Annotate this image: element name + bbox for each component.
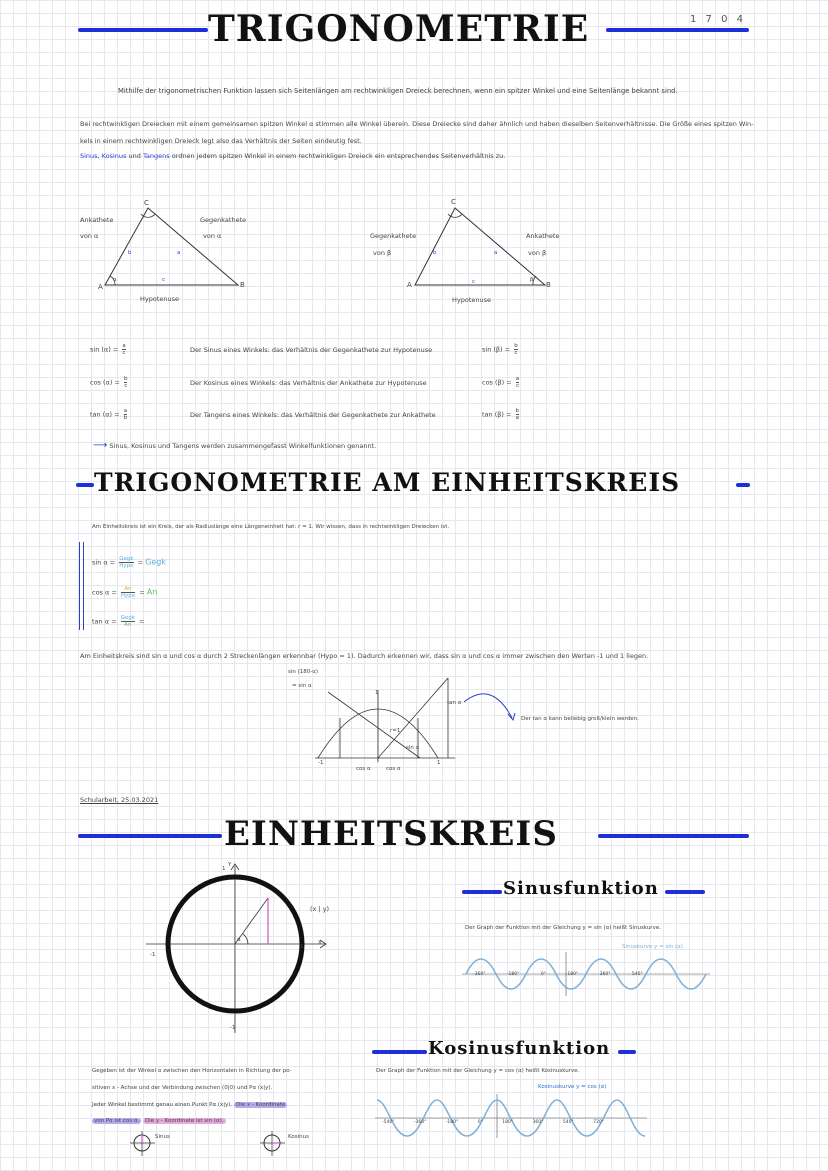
tri2-von-beta: von β [373,249,392,257]
formula-cos-alpha: cos (α) = $\frac{b}{c}$ [90,376,128,389]
formula-sin-beta: sin (β) = $\frac{b}{c}$ [482,343,518,356]
tri1-c: c [162,277,166,283]
kosinus-curve-label: Kosinuskurve y = cos (α) [538,1084,607,1090]
axis-label-1-top: 1 [222,866,226,872]
circle-text-1: Gegeben ist der Winkel α zwischen den Horizontalen in Richtung der po- [92,1068,292,1074]
section2-title: TRIGONOMETRIE AM EINHEITSKREIS [94,468,681,497]
angle-alpha: α [237,937,241,943]
tri1-B: B [240,281,245,289]
axis-label-1-right: 1 [300,944,304,950]
terms-sin-cos: Sinus, Kosinus [80,152,127,160]
formula-tan-beta: tan (β) = $\frac{b}{a}$ [482,408,520,421]
title3-bar-right [598,834,749,838]
para1-line2: kels in einem rechtwinkligen Dreieck legt also das Verhältnis der Seiten eindeutig fest. [80,137,362,145]
sin-180-label: sin (180-α) [288,669,319,675]
kosinus-circle-icon [258,1128,288,1158]
sinus-circle-icon [128,1128,158,1158]
tri2-gegenkathete: Gegenkathete [370,232,417,240]
title-bar-right [606,28,749,32]
kosinus-text: Der Graph der Funktion mit der Gleichung y = cos (α) heißt Kosinuskurve. [376,1068,580,1074]
formula-cos-desc: Der Kosinus eines Winkels: das Verhältnis der Ankathete zur Hypotenuse [190,379,427,387]
tri1-von-alpha: von α [80,232,99,240]
para1-line1: Bei rechtwinkligen Dreiecken mit einem gemeinsamen spitzen Winkel α stimmen alle Winkel überein. Diese Dreiecke sind daher ähnlich und haben dieselben Seitenverhältnisse. Die Größe eines spitzen Win- [80,120,754,128]
tri1-gegenkathete: Gegenkathete [200,216,247,224]
sinus-text: Der Graph der Funktion mit der Gleichung y = sin (α) heißt Sinuskurve. [465,925,661,931]
tri2-B: B [546,281,551,289]
tri2-von-beta2: von β [528,249,547,257]
sin-title-bar-right [665,890,705,894]
title2-bar-left [76,483,94,487]
formula-bracket [79,542,84,630]
circle-text-3: Jeder Winkel bestimmt genau einen Punkt Pα (x|y). Die x - Koordinate [92,1102,286,1108]
page-number: 1 7 0 4 [690,14,746,25]
sinus-ticks: -360° -180° 0° 180° 360° 540° [473,972,643,977]
kosinus-legend: Kosinus [288,1134,309,1140]
cos-title-bar-left [372,1050,427,1054]
section3-title: EINHEITSKREIS [224,814,558,854]
term-tangens: Tangens [142,152,170,160]
tri1-ankathete: Ankathete [80,216,114,224]
tri2-A: A [407,281,412,289]
tri2-ankathete: Ankathete [526,232,560,240]
title-bar-left [78,28,208,32]
sinus-legend: Sinus [155,1134,170,1140]
tri2-c: c [472,279,476,285]
circle-text-2: sitiven x - Achse und der Verbindung zwischen (0|0) und Pα (x|y). [92,1085,273,1091]
unit-label-1: 1 [375,690,379,696]
unit-label-1-right: 1 [437,760,441,766]
para2: Sinus, Kosinus und Tangens ordnen jedem spitzen Winkel in einem rechtwinkligen Dreieck ein entsprechendes Seitenverhältnis zu. [80,152,506,160]
unit-circle-sketch [300,670,470,780]
unit-label-cos1: cos α [356,766,371,772]
triangle-diagram-1 [80,190,280,305]
title3-bar-left [78,834,222,838]
unit-formula-cos: cos α = $\frac{An}{\text{Hypo}}$ = An [92,586,158,599]
tri1-A: A [98,283,103,291]
circle-text-4: von Pα ist cos α. Die y - Koordinate ist sin (α). [94,1118,224,1124]
unit-label-r: r=1 [390,728,401,734]
formula-tan-desc: Der Tangens eines Winkels: das Verhältnis der Gegenkathete zur Ankathete [190,411,436,419]
tri1-alpha: α [113,277,117,283]
unit-label-cos2: cos α [386,766,401,772]
tri2-a: a [494,250,498,256]
kosinus-title: Kosinusfunktion [428,1038,611,1059]
section2-intro: Am Einheitskreis ist ein Kreis, der als Radiuslänge eine Längeneinheit hat: r = 1. Wir wissen, dass in rechtwinkligen Dreiecken ist. [92,524,450,530]
tri2-beta: β [530,277,534,283]
kosinus-ticks: -540° -360° -180° 0° 180° 360° 540° 720° [382,1120,604,1125]
page-title: TRIGONOMETRIE [208,8,590,50]
formula-tan-alpha: tan (α) = $\frac{a}{b}$ [90,408,128,421]
tri1-hypotenuse: Hypotenuse [140,295,180,303]
unit-label-minus1: -1 [318,760,324,766]
unit-label-sin: sin α [406,745,420,751]
sin-title-bar-left [462,890,502,894]
tri1-b: b [128,250,132,256]
tri1-C: C [144,199,149,207]
kosinus-graph [375,1092,650,1140]
axis-label-minus1-left: -1 [150,952,156,958]
point-label: (x | y) [310,905,330,913]
intro-text: Mithilfe der trigonometrischen Funktion lassen sich Seitenlängen am rechtwinkligen Dreieck berechnen, wenn ein spitzer Winkel und eine Seitenlänge bekannt sind. [118,87,678,95]
tan-note: Der tan α kann beliebig groß/klein werden. [521,716,639,722]
sin-alpha-eq-label: = sin α [292,683,312,689]
tan-alpha-label: tan α [447,700,462,706]
axis-y-label: Y [228,862,232,868]
formula-cos-beta: cos (β) = $\frac{a}{c}$ [482,376,520,389]
tri1-von-alpha2: von α [203,232,222,240]
tri2-hypotenuse: Hypotenuse [452,296,492,304]
triangle-diagram-2 [400,190,570,305]
formula-sin-desc: Der Sinus eines Winkels: das Verhältnis der Gegenkathete zur Hypotenuse [190,346,433,354]
tri2-C: C [451,198,456,206]
arrow-right-icon: ⟶ [93,440,108,451]
summary-line: ⟶ Sinus, Kosinus und Tangens werden zusammengefasst Winkelfunktionen genannt. [93,440,377,451]
axis-label-minus1-bottom: -1 [230,1025,236,1031]
unit-formula-sin: sin α = $\frac{\text{Gegk}}{\text{Hypo}}$ = Gegk [92,556,167,569]
section2-para: Am Einheitskreis sind sin α und cos α durch 2 Streckenlängen erkennbar (Hypo = 1). Dadurch erkennen wir, dass sin α und cos α immer zwischen den Werten -1 und 1 liegen. [80,652,649,660]
title2-bar-right [736,483,750,487]
unit-formula-tan: tan α = $\frac{\text{Gegk}}{An}$ = [92,615,145,628]
sinus-curve-label: Sinuskurve y = sin (α) [622,944,683,950]
tri1-a: a [177,250,181,256]
cos-title-bar-right [618,1050,636,1054]
curved-arrow-icon [462,688,522,728]
date-note: Schularbeit, 25.03.2021 [80,796,159,804]
tri2-b: b [433,250,437,256]
formula-sin-alpha: sin (α) = $\frac{a}{c}$ [90,343,126,356]
sinus-title: Sinusfunktion [503,878,659,899]
axis-x-label: X [318,940,322,946]
